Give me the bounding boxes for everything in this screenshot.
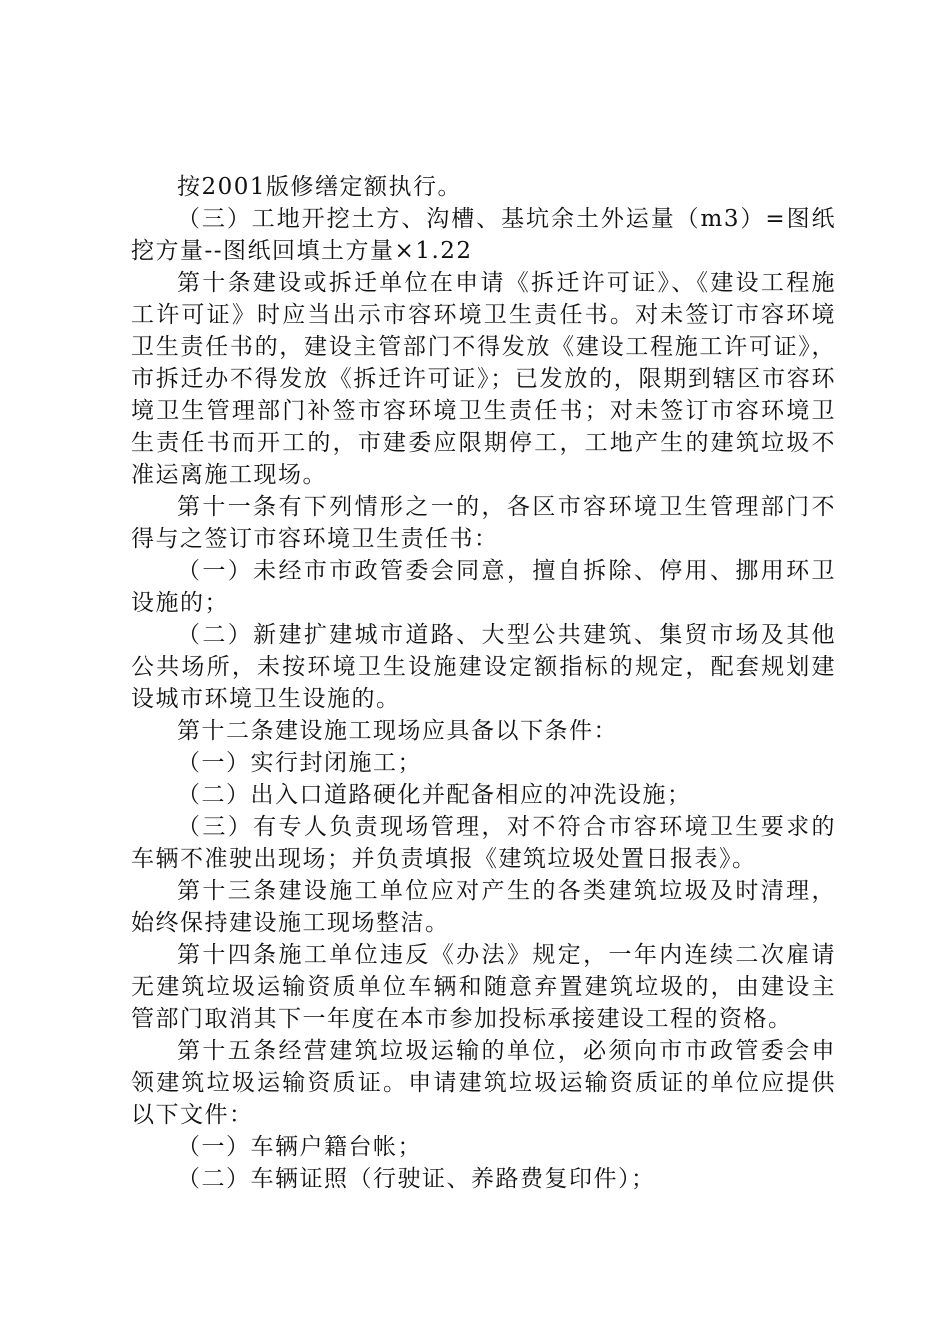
paragraph-article-12-item-1: （一）实行封闭施工； bbox=[177, 750, 422, 776]
paragraph-article-11-item-2: （二）新建扩建城市道路、大型公共建筑、集贸市场及其他公共场所，未按环境卫生设施建设定额指标的规定，配套规划建设城市环境卫生设施的。 bbox=[131, 622, 836, 712]
paragraph-article-10: 第十条建设或拆迁单位在申请《拆迁许可证》、《建设工程施工许可证》时应当出示市容环境卫生责任书。对未签订市容环境卫生责任书的，建设主管部门不得发放《建设工程施工许可证》，市拆迁办不得发放《拆迁许可证》；已发放的，限期到辖区市容环境卫生管理部门补签市容环境卫生责任书；对未签订市容环境卫生责任书而开工的，市建委应限期停工，工地产生的建筑垃圾不准运离施工现场。 bbox=[131, 270, 836, 488]
paragraph-2: （三）工地开挖土方、沟槽、基坑余土外运量（m3）=图纸挖方量--图纸回填土方量×1.22 bbox=[131, 206, 836, 264]
paragraph-article-12-item-3: （三）有专人负责现场管理，对不符合市容环境卫生要求的车辆不准驶出现场；并负责填报《建筑垃圾处置日报表》。 bbox=[131, 814, 836, 872]
paragraph-article-12: 第十二条建设施工现场应具备以下条件： bbox=[177, 718, 618, 744]
paragraph-article-15-item-1: （一）车辆户籍台帐； bbox=[177, 1134, 422, 1160]
paragraph-article-15-item-2: （二）车辆证照（行驶证、养路费复印件）； bbox=[177, 1166, 656, 1192]
paragraph-article-14: 第十四条施工单位违反《办法》规定，一年内连续二次雇请无建筑垃圾运输资质单位车辆和随意弃置建筑垃圾的，由建设主管部门取消其下一年度在本市参加投标承接建设工程的资格。 bbox=[131, 942, 836, 1032]
paragraph-1: 按2001版修缮定额执行。 bbox=[177, 174, 463, 200]
paragraph-article-13: 第十三条建设施工单位应对产生的各类建筑垃圾及时清理，始终保持建设施工现场整洁。 bbox=[131, 878, 836, 936]
document-body bbox=[131, 171, 836, 1195]
paragraph-article-11-item-1: （一）未经市市政管委会同意，擅自拆除、停用、挪用环卫设施的； bbox=[131, 558, 836, 616]
paragraph-article-15: 第十五条经营建筑垃圾运输的单位，必须向市市政管委会申领建筑垃圾运输资质证。申请建筑垃圾运输资质证的单位应提供以下文件： bbox=[131, 1038, 836, 1128]
paragraph-article-12-item-2: （二）出入口道路硬化并配备相应的冲洗设施； bbox=[177, 782, 692, 808]
paragraph-article-11: 第十一条有下列情形之一的，各区市容环境卫生管理部门不得与之签订市容环境卫生责任书： bbox=[131, 494, 836, 552]
